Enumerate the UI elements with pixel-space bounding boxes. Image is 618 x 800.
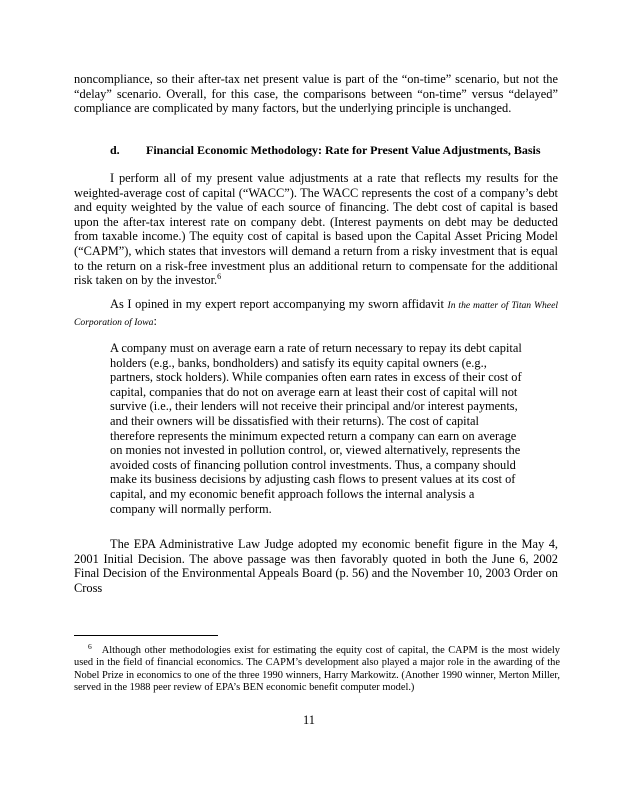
footnote-text: Although other methodologies exist for estimating the equity cost of capital, the CAPM is the most widely used in the field of financial economics. The CAPM’s development also played a major role in the awarding of the Nobel Prize in economics to one of the three 1990 winners, Harry Markowitz. (Another 1990 winner, Merton Miller, served in the 1988 peer review of EPA’s BEN economic benefit computer model.) bbox=[74, 645, 560, 694]
paragraph-continuation: noncompliance, so their after-tax net present value is part of the “on-time” scenario, but not the “delay” scenario. Overall, for this case, the comparisons between “on-time” versus “delayed” compliance are complicated by many factors, but the underlying principle is unchanged. bbox=[74, 72, 558, 116]
section-title: Financial Economic Methodology: Rate for Present Value Adjustments, Basis bbox=[146, 143, 541, 157]
footnote bbox=[74, 641, 560, 695]
paragraph-opined bbox=[74, 297, 558, 330]
section-heading bbox=[110, 143, 550, 158]
paragraph-epa: The EPA Administrative Law Judge adopted my economic benefit figure in the May 4, 2001 Initial Decision. The above passage was then favorably quoted in both the June 6, 2002 Final Decision of the Environmental Appeals Board (p. 56) and the November 10, 2003 Order on Cross bbox=[74, 537, 558, 595]
footnote-mark: 6 bbox=[88, 641, 92, 651]
footnote-reference: 6 bbox=[217, 272, 222, 282]
paragraph-opined-trail: : bbox=[153, 313, 157, 328]
section-letter: d. bbox=[110, 143, 120, 157]
block-quote: A company must on average earn a rate of return necessary to repay its debt capital holders (e.g., banks, bondholders) and satisfy its equity capital owners (e.g., partners, stock holders). While companies often earn rates in excess of their cost of capital, companies that do not on average earn at least their cost of capital will not survive (i.e., their lenders will not receive their principal and/or interest payments, and their owners will be dissatisfied with their returns). The cost of capital therefore represents the minimum expected return a company can earn on average on monies not invested in pollution control, or, viewed alternatively, represents the avoided costs of financing pollution control investments. Thus, a company should make its business decisions by adjusting cash flows to present values at its cost of capital, and my economic benefit approach follows the internal analysis a company will normally perform. bbox=[110, 341, 522, 516]
paragraph-opined-text: As I opined in my expert report accompanying my sworn affidavit bbox=[110, 297, 448, 311]
case-name: In the matter of Titan Wheel Corporation of Iowa bbox=[74, 300, 558, 328]
paragraph-wacc-text: I perform all of my present value adjustments at a rate that reflects my results for the weighted-average cost of capital (“WACC”). The WACC represents the cost of a company’s debt and equity weighted by the value of each source of financing. The debt cost of capital is based upon the after-tax interest rate on company debt. (Interest payments on debt may be deducted from taxable income.) The equity cost of capital is based upon the Capital Asset Pricing Model (“CAPM”), which states that investors will demand a return from a risky investment that is equal to the return on a risk-free investment plus an additional return to compensate for the additional risk taken on by the investor. bbox=[74, 171, 558, 288]
page-number: 11 bbox=[303, 713, 315, 727]
footnote-separator bbox=[74, 635, 218, 636]
paragraph-wacc bbox=[74, 171, 558, 288]
